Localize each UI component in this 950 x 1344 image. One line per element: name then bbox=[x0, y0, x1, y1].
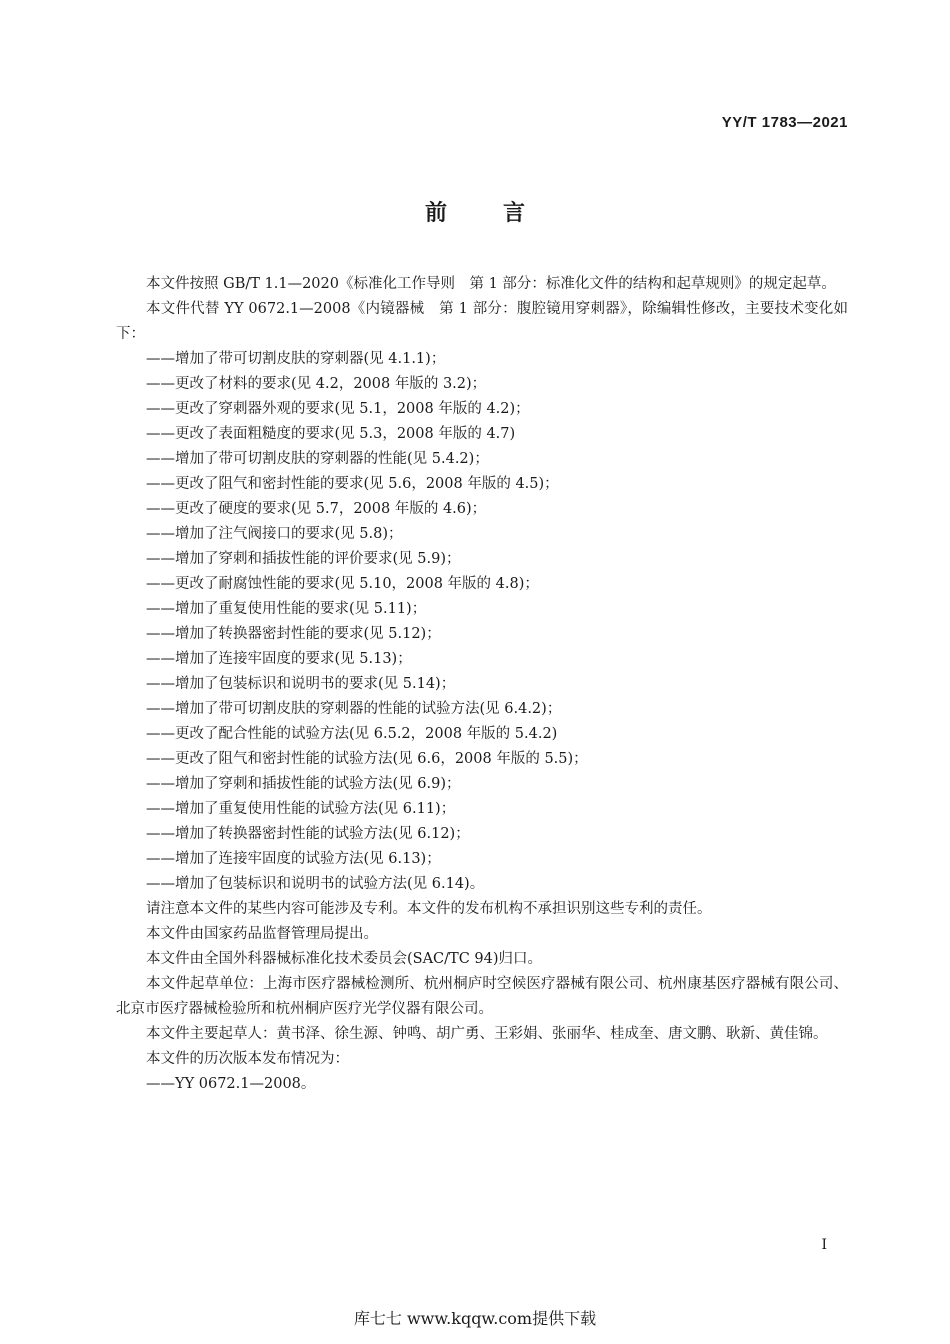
list-item: ——更改了配合性能的试验方法(见 6.5.2，2008 年版的 5.4.2) bbox=[146, 726, 558, 742]
list-item: ——更改了硬度的要求(见 5.7，2008 年版的 4.6)； bbox=[146, 501, 487, 517]
list-item: ——增加了带可切割皮肤的穿刺器的性能的试验方法(见 6.4.2)； bbox=[146, 701, 562, 717]
list-item: ——增加了包装标识和说明书的试验方法(见 6.14)。 bbox=[146, 876, 485, 892]
paragraph: 本文件主要起草人：黄书泽、徐生源、钟鸣、胡广勇、王彩娟、张丽华、桂成奎、唐文鹏、耿新、黄佳锦。 bbox=[146, 1026, 828, 1042]
list-item: ——增加了带可切割皮肤的穿刺器的性能(见 5.4.2)； bbox=[146, 451, 489, 467]
paragraph: 本文件代替 YY 0672.1—2008《内镜器械 第 1 部分：腹腔镜用穿刺器》，除编辑性修改，主要技术变化如下： bbox=[116, 301, 848, 342]
list-item: ——更改了阻气和密封性能的试验方法(见 6.6，2008 年版的 5.5)； bbox=[146, 751, 588, 767]
changes-list bbox=[116, 347, 848, 897]
list-item: ——更改了耐腐蚀性能的要求(见 5.10，2008 年版的 4.8)； bbox=[146, 576, 539, 592]
paragraph: 请注意本文件的某些内容可能涉及专利。本文件的发布机构不承担识别这些专利的责任。 bbox=[146, 901, 712, 917]
list-item: ——增加了转换器密封性能的要求(见 5.12)； bbox=[146, 626, 441, 642]
paragraph: 本文件由全国外科器械标准化技术委员会(SAC/TC 94)归口。 bbox=[146, 951, 543, 967]
list-item: ——增加了重复使用性能的试验方法(见 6.11)； bbox=[146, 801, 456, 817]
list-item: ——增加了包装标识和说明书的要求(见 5.14)； bbox=[146, 676, 456, 692]
list-item: ——增加了带可切割皮肤的穿刺器(见 4.1.1)； bbox=[146, 351, 446, 367]
paragraph: 本文件起草单位：上海市医疗器械检测所、杭州桐庐时空候医疗器械有限公司、杭州康基医疗器械有限公司、北京市医疗器械检验所和杭州桐庐医疗光学仪器有限公司。 bbox=[116, 976, 848, 1017]
list-item: ——更改了穿刺器外观的要求(见 5.1，2008 年版的 4.2)； bbox=[146, 401, 530, 417]
list-item: ——更改了材料的要求(见 4.2，2008 年版的 3.2)； bbox=[146, 376, 487, 392]
list-item: ——增加了注气阀接口的要求(见 5.8)； bbox=[146, 526, 403, 542]
paragraph: 本文件按照 GB/T 1.1—2020《标准化工作导则 第 1 部分：标准化文件的结构和起草规则》的规定起草。 bbox=[146, 276, 836, 292]
paragraph: 本文件由国家药品监督管理局提出。 bbox=[146, 926, 378, 942]
standard-number: YY/T 1783—2021 bbox=[721, 114, 848, 131]
paragraph: 本文件的历次版本发布情况为： bbox=[146, 1051, 349, 1067]
document-body bbox=[116, 272, 848, 1097]
list-item: ——增加了重复使用性能的要求(见 5.11)； bbox=[146, 601, 427, 617]
page-title: 前言 bbox=[424, 200, 581, 226]
list-item: ——增加了穿刺和插拔性能的评价要求(见 5.9)； bbox=[146, 551, 461, 567]
list-item: ——增加了连接牢固度的试验方法(见 6.13)； bbox=[146, 851, 441, 867]
footer-watermark: 库七七 www.kqqw.com提供下载 bbox=[353, 1309, 597, 1328]
list-item: ——增加了转换器密封性能的试验方法(见 6.12)； bbox=[146, 826, 470, 842]
history-item: ——YY 0672.1—2008。 bbox=[146, 1076, 316, 1092]
list-item: ——更改了表面粗糙度的要求(见 5.3，2008 年版的 4.7) bbox=[146, 426, 516, 442]
page-number: I bbox=[821, 1237, 827, 1253]
list-item: ——增加了穿刺和插拔性能的试验方法(见 6.9)； bbox=[146, 776, 461, 792]
list-item: ——更改了阻气和密封性能的要求(见 5.6，2008 年版的 4.5)； bbox=[146, 476, 559, 492]
list-item: ——增加了连接牢固度的要求(见 5.13)； bbox=[146, 651, 412, 667]
